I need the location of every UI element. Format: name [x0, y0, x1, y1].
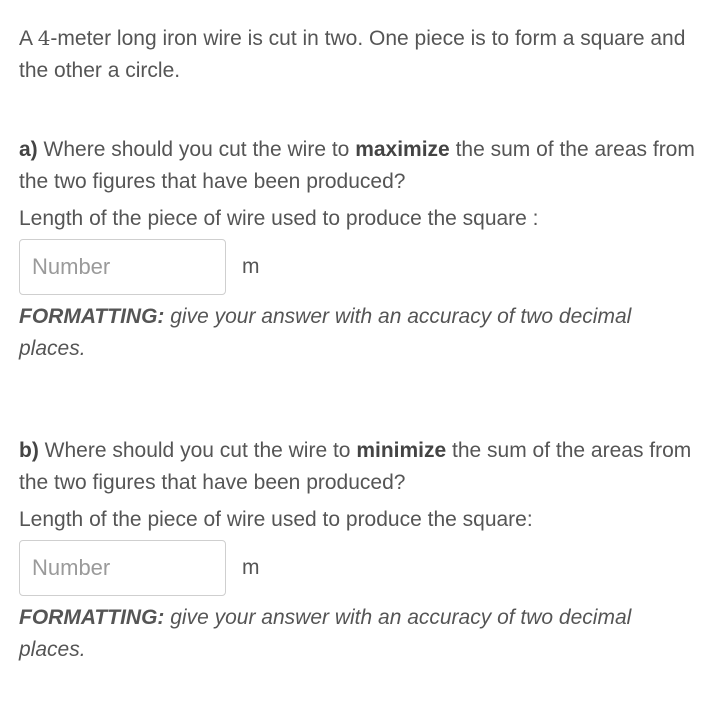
part-b-question-start: Where should you cut the wire to — [38, 439, 357, 462]
part-a-formatting-text: give your answer with an accuracy of two decimal places. — [19, 305, 632, 360]
part-b-answer-row — [19, 539, 699, 597]
intro-prefix: A — [19, 27, 38, 50]
part-b — [19, 435, 699, 666]
part-a-answer-row — [19, 238, 699, 296]
part-b-number-input[interactable] — [19, 540, 226, 596]
part-a-letter: a) — [19, 138, 38, 161]
part-b-formatting-text: give your answer with an accuracy of two decimal places. — [19, 606, 632, 661]
part-b-formatting-label: FORMATTING: — [19, 606, 165, 629]
part-a-question — [19, 134, 699, 198]
part-b-question — [19, 435, 699, 499]
intro-text: -meter long iron wire is cut in two. One piece is to form a square and the other a circle. — [19, 27, 686, 82]
part-b-letter: b) — [19, 439, 39, 462]
part-a-question-end: the sum of the areas from the two figures that have been produced? — [19, 138, 695, 193]
part-a-number-input[interactable] — [19, 239, 226, 295]
part-b-formatting-note — [19, 602, 699, 666]
wire-length-number: 4 — [37, 26, 51, 50]
part-a-formatting-label: FORMATTING: — [19, 305, 165, 328]
part-a-question-start: Where should you cut the wire to — [37, 138, 356, 161]
part-a-keyword: maximize — [355, 138, 450, 161]
problem-statement — [19, 22, 699, 87]
part-a-formatting-note — [19, 301, 699, 365]
part-a-prompt: Length of the piece of wire used to produce the square : — [19, 207, 539, 230]
part-a — [19, 134, 699, 365]
question-content — [19, 22, 699, 666]
part-b-unit: m — [242, 556, 260, 579]
part-b-question-end: the sum of the areas from the two figures that have been produced? — [19, 439, 692, 494]
part-b-keyword: minimize — [356, 439, 447, 462]
part-a-unit: m — [242, 255, 260, 278]
part-b-prompt: Length of the piece of wire used to produce the square: — [19, 508, 533, 531]
